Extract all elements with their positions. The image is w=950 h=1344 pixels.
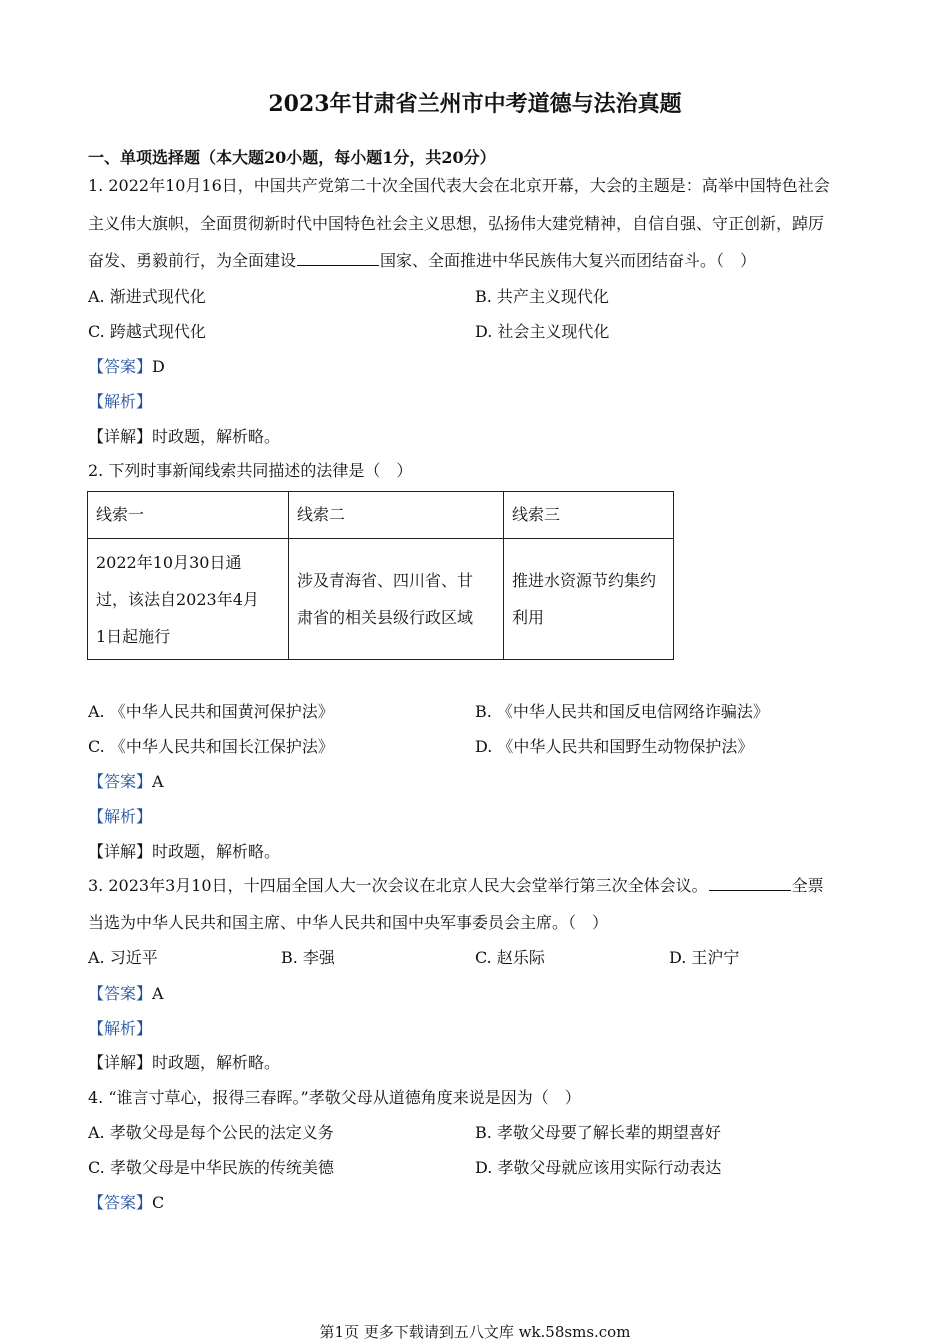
section-heading: 一、单项选择题（本大题20小题，每小题1分，共20分） bbox=[88, 148, 496, 167]
q1-option-a: A. 渐进式现代化 bbox=[88, 287, 206, 306]
q3-detail-label: 【详解】 bbox=[88, 1053, 153, 1072]
q2-option-c: C. 《中华人民共和国长江保护法》 bbox=[88, 737, 334, 756]
q3-detail-text: 时政题，解析略。 bbox=[152, 1053, 281, 1072]
q2-option-a: A. 《中华人民共和国黄河保护法》 bbox=[88, 702, 334, 721]
q4-option-d: D. 孝敬父母就应该用实际行动表达 bbox=[475, 1158, 722, 1177]
table-header-cell-3: 线索三 bbox=[504, 492, 674, 539]
table-header-cell-2: 线索二 bbox=[289, 492, 504, 539]
q2-answer bbox=[88, 770, 164, 794]
q1-detail-text: 时政题，解析略。 bbox=[152, 427, 281, 446]
q3-option-d: D. 王沪宁 bbox=[669, 948, 740, 967]
q2-answer-label: 【答案】 bbox=[88, 772, 153, 791]
q1-stem-line3-post: 国家、全面推进中华民族伟大复兴而团结奋斗。（ ） bbox=[380, 251, 757, 270]
q4-option-c: C. 孝敬父母是中华民族的传统美德 bbox=[88, 1158, 334, 1177]
q1-detail bbox=[88, 425, 280, 449]
clue2-line: 肃省的相关县级行政区域 bbox=[297, 608, 474, 627]
q1-answer-value: D bbox=[152, 357, 165, 376]
table-header-row bbox=[88, 492, 674, 539]
q1-stem-line3 bbox=[88, 249, 756, 273]
q2-stem: 2. 下列时事新闻线索共同描述的法律是（ ） bbox=[88, 461, 413, 480]
q1-option-c: C. 跨越式现代化 bbox=[88, 322, 206, 341]
q1-stem-line1: 1. 2022年10月16日，中国共产党第二十次全国代表大会在北京开幕，大会的主题是：高举中国特色社会 bbox=[88, 176, 830, 195]
q4-stem: 4. “谁言寸草心，报得三春晖。”孝敬父母从道德角度来说是因为（ ） bbox=[88, 1088, 581, 1107]
q4-answer-value: C bbox=[152, 1193, 165, 1212]
q1-analysis-label: 【解析】 bbox=[88, 392, 153, 411]
table-header-cell-1: 线索一 bbox=[88, 492, 289, 539]
q1-option-d: D. 社会主义现代化 bbox=[475, 322, 610, 341]
q4-option-a: A. 孝敬父母是每个公民的法定义务 bbox=[88, 1123, 334, 1142]
q3-detail bbox=[88, 1051, 280, 1075]
q4-answer-label: 【答案】 bbox=[88, 1193, 153, 1212]
q2-option-b: B. 《中华人民共和国反电信网络诈骗法》 bbox=[475, 702, 769, 721]
clue1-line: 2022年10月30日通 bbox=[96, 552, 242, 572]
q3-option-a: A. 习近平 bbox=[88, 948, 158, 967]
clue1-line: 1日起施行 bbox=[96, 626, 171, 646]
q1-answer bbox=[88, 355, 165, 379]
q3-analysis-label: 【解析】 bbox=[88, 1019, 153, 1038]
table-cell-clue1 bbox=[88, 539, 289, 660]
q2-detail-label: 【详解】 bbox=[88, 842, 153, 861]
clue-table bbox=[87, 491, 674, 660]
table-cell-clue3 bbox=[504, 539, 674, 660]
q3-stem-line1 bbox=[88, 874, 824, 898]
clue3-line: 利用 bbox=[512, 608, 545, 627]
q2-option-d: D. 《中华人民共和国野生动物保护法》 bbox=[475, 737, 754, 756]
clue3-line: 推进水资源节约集约 bbox=[512, 571, 657, 590]
q3-option-c: C. 赵乐际 bbox=[475, 948, 545, 967]
q1-stem-line2: 主义伟大旗帜，全面贯彻新时代中国特色社会主义思想，弘扬伟大建党精神，自信自强、守正创新，踔厉 bbox=[88, 214, 825, 233]
q3-option-b: B. 李强 bbox=[281, 948, 335, 967]
table-cell-clue2 bbox=[289, 539, 504, 660]
q3-answer-label: 【答案】 bbox=[88, 984, 153, 1003]
q3-answer-value: A bbox=[152, 984, 164, 1003]
q3-stem-line2: 当选为中华人民共和国主席、中华人民共和国中央军事委员会主席。（ ） bbox=[88, 913, 609, 932]
q3-stem-line1-post: 全票 bbox=[791, 876, 824, 895]
page-footer: 第1页 更多下载请到五八文库 wk.58sms.com bbox=[319, 1323, 631, 1341]
q1-stem-line3-pre: 奋发、勇毅前行，为全面建设 bbox=[88, 251, 297, 270]
clue2-line: 涉及青海省、四川省、甘 bbox=[297, 571, 474, 590]
q3-stem-line1-pre: 3. 2023年3月10日，十四届全国人大一次会议在北京人民大会堂举行第三次全体会议。 bbox=[88, 876, 708, 895]
q2-answer-value: A bbox=[152, 772, 164, 791]
page-title: 2023年甘肃省兰州市中考道德与法治真题 bbox=[268, 91, 682, 117]
q2-detail-text: 时政题，解析略。 bbox=[152, 842, 281, 861]
q2-detail bbox=[88, 840, 280, 864]
q3-blank bbox=[709, 874, 791, 891]
q1-answer-label: 【答案】 bbox=[88, 357, 153, 376]
q3-answer bbox=[88, 982, 164, 1006]
q1-blank bbox=[297, 249, 379, 266]
table-row bbox=[88, 539, 674, 660]
q1-option-b: B. 共产主义现代化 bbox=[475, 287, 609, 306]
q4-option-b: B. 孝敬父母要了解长辈的期望喜好 bbox=[475, 1123, 721, 1142]
q4-answer bbox=[88, 1191, 164, 1215]
q1-detail-label: 【详解】 bbox=[88, 427, 153, 446]
q2-analysis-label: 【解析】 bbox=[88, 807, 153, 826]
clue1-line: 过，该法自2023年4月 bbox=[96, 589, 259, 609]
